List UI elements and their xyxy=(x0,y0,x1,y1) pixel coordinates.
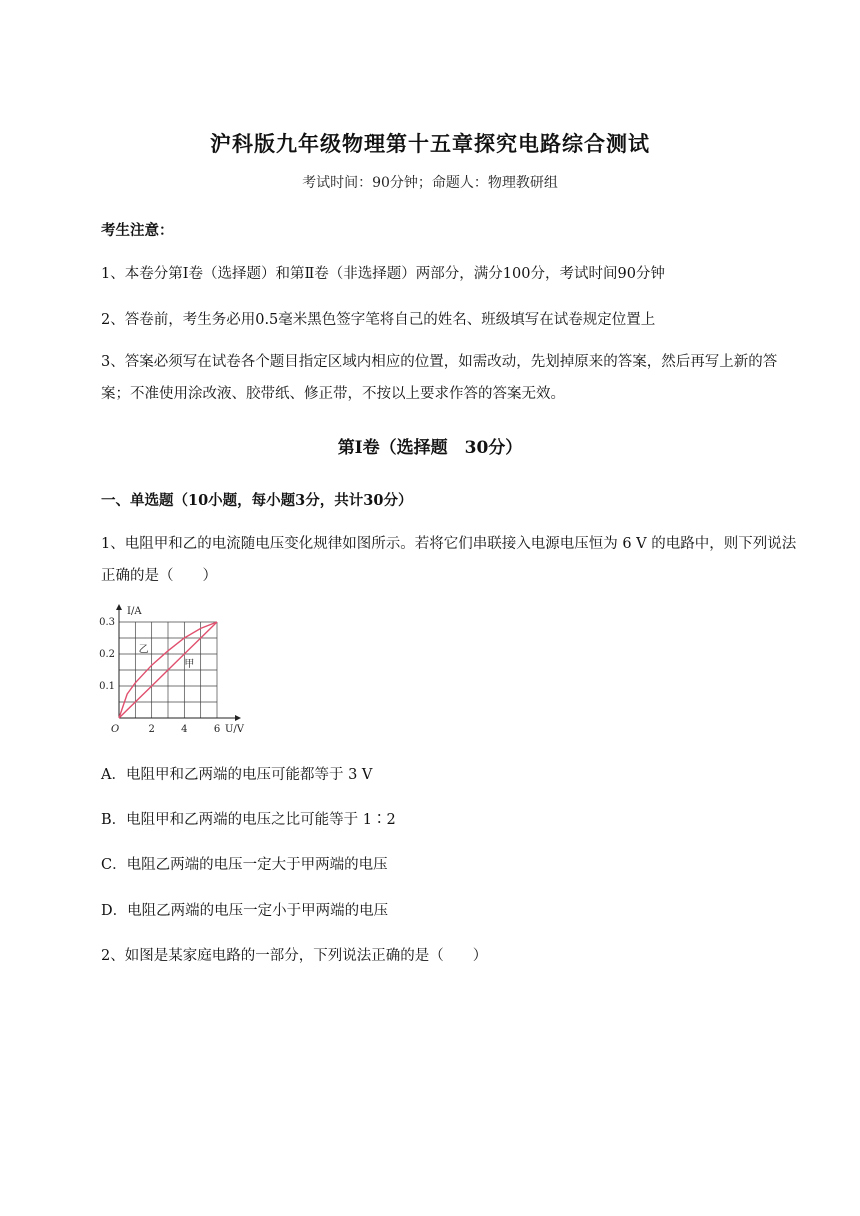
notice-item-1: 1、本卷分第Ⅰ卷（选择题）和第Ⅱ卷（非选择题）两部分，满分100分，考试时间90分钟 xyxy=(101,266,665,282)
series-label-yi: 乙 xyxy=(138,644,149,656)
question-1-option-a: A．电阻甲和乙两端的电压可能都等于 3 V xyxy=(101,767,373,783)
origin-label: O xyxy=(111,724,120,735)
y-axis-arrow xyxy=(116,604,122,610)
current-voltage-chart xyxy=(98,600,258,740)
page-title: 沪科版九年级物理第十五章探究电路综合测试 xyxy=(210,131,650,156)
question-1-stem: 1、电阻甲和乙的电流随电压变化规律如图所示。若将它们串联接入电源电压恒为 6 V 的电路中，则下列说法正确的是（ ） xyxy=(101,536,797,584)
series-label-jia: 甲 xyxy=(184,658,195,670)
question-1-option-c: C．电阻乙两端的电压一定大于甲两端的电压 xyxy=(101,857,388,873)
y-axis-label: I/A xyxy=(127,606,142,617)
notice-heading: 考生注意： xyxy=(101,222,174,239)
x-axis-label: U/V xyxy=(225,724,245,735)
page-subtitle: 考试时间：90分钟；命题人：物理教研组 xyxy=(302,175,558,191)
notice-item-3: 3、答案必须写在试卷各个题目指定区域内相应的位置，如需改动，先划掉原来的答案，然后再写上新的答案；不准使用涂改液、胶带纸、修正带，不按以上要求作答的答案无效。 xyxy=(101,354,778,402)
y-tick-label: 0.1 xyxy=(99,681,115,692)
question-1-option-d: D．电阻乙两端的电压一定小于甲两端的电压 xyxy=(101,903,389,919)
part-heading: 一、单选题（10小题，每小题3分，共计30分） xyxy=(101,492,413,509)
notice-item-2: 2、答卷前，考生务必用0.5毫米黑色签字笔将自己的姓名、班级填写在试卷规定位置上 xyxy=(101,312,656,328)
y-tick-label: 0.2 xyxy=(99,649,115,660)
section-title: 第Ⅰ卷（选择题 30分） xyxy=(337,438,523,458)
question-1-option-b: B．电阻甲和乙两端的电压之比可能等于 1∶2 xyxy=(101,812,396,828)
x-tick-label: 2 xyxy=(148,724,155,735)
x-axis-arrow xyxy=(235,715,241,721)
y-tick-label: 0.3 xyxy=(99,617,115,628)
x-tick-label: 6 xyxy=(213,724,221,735)
x-tick-label: 4 xyxy=(181,724,188,735)
question-2-stem: 2、如图是某家庭电路的一部分，下列说法正确的是（ ） xyxy=(101,948,488,964)
